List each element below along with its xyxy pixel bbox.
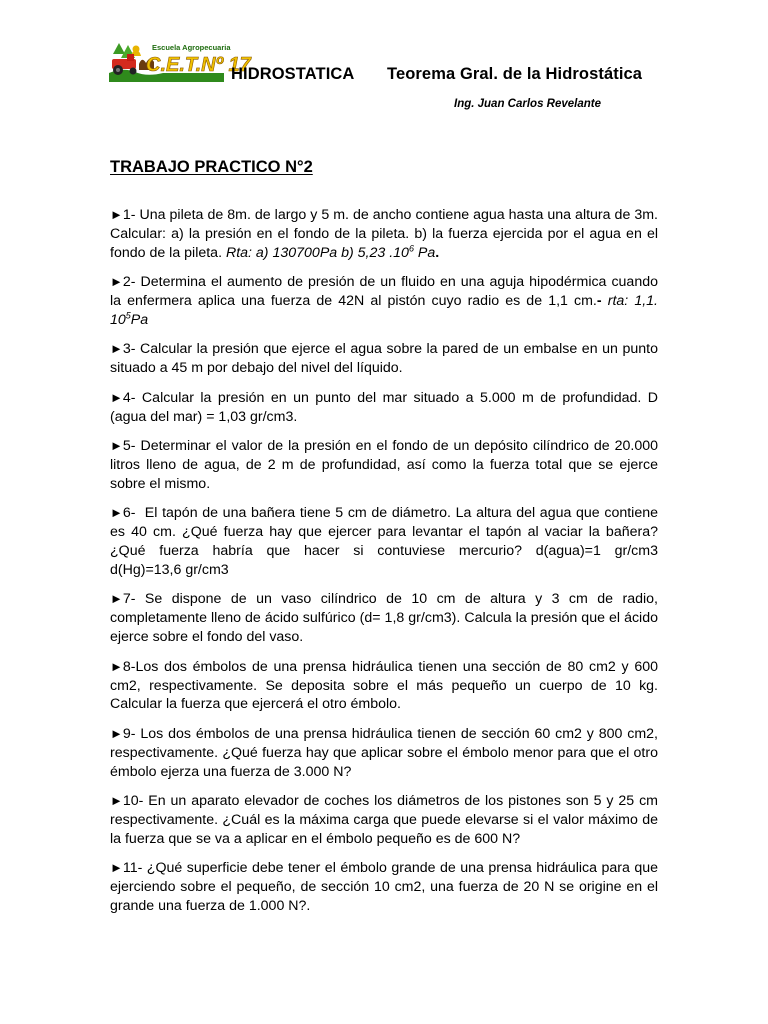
document-header bbox=[109, 40, 661, 90]
problem-item: ►2- Determina el aumento de presión de un fluido en una aguja hipodérmica cuando la enfermera aplica una fuerza de 42N al pistón cuyo radio es de 1,1 cm.- rta: 1,1. $10^5Pa$ bbox=[110, 274, 658, 329]
problem-item: ►1- Una pileta de 8m. de largo y 5 m. de ancho contiene agua hasta una altura de 3m. Calcular: a) la presión en el fondo de la pileta. b) la fuerza ejercida por el agua en el fondo de la pileta. Rta: a) 130700Pa b) 5,23 $.10^6$ Pa. bbox=[110, 207, 658, 261]
bullet-arrow-icon: ► bbox=[110, 591, 123, 607]
problem-text: 8-Los dos émbolos de una prensa hidráulica tienen una sección de 80 cm2 y 600 cm2, respectivamente. Se deposita sobre el más pequeño un cuerpo de 10 kg. Calcular la fuerza que ejercerá el otro émbolo. bbox=[110, 658, 658, 713]
problem-item bbox=[110, 792, 658, 849]
school-logo bbox=[109, 40, 251, 82]
problem-list bbox=[110, 206, 682, 927]
problem-answer: Rta: a) 130700Pa b) 5,23 $.10^6$ Pa bbox=[225, 243, 436, 261]
subject-title: HIDROSTATICA bbox=[231, 65, 355, 83]
problem-text: 11- ¿Qué superficie debe tener el émbolo grande de una prensa hidráulica para que ejerciendo sobre el pequeño, de sección 10 cm2, una fuerza de 20 N se origine en el grande una fuerza de 1.000 N?. bbox=[110, 860, 658, 915]
bullet-arrow-icon: ► bbox=[110, 389, 123, 405]
problem-text: 7- Se dispone de un vaso cilíndrico de 10 cm de altura y 3 cm de radio, completamente lleno de ácido sulfúrico (d= 1,8 gr/cm3). Calcula la presión que el ácido ejerce sobre el fondo del vaso. bbox=[110, 591, 658, 646]
topic-title: Teorema Gral. de la Hidrostática bbox=[387, 65, 643, 83]
bullet-arrow-icon: ► bbox=[110, 341, 123, 357]
problem-text: 2- Determina el aumento de presión de un fluido en una aguja hipodérmica cuando la enfermera aplica una fuerza de 42N al pistón cuyo radio es de 1,1 cm. bbox=[110, 274, 658, 310]
problem-text: 6- El tapón de una bañera tiene 5 cm de diámetro. La altura del agua que contiene es 40 cm. ¿Qué fuerza hay que ejercer para levantar el tapón al vaciar la bañera? ¿Qué fuerza habría que hacer si contuviese mercurio? d(agua)=1 gr/cm3 d(Hg)=13,6 gr/cm3 bbox=[110, 505, 682, 578]
problem-answer: rta: 1,1. $10^5Pa$ bbox=[110, 293, 658, 329]
problem-item bbox=[110, 340, 658, 378]
problem-item bbox=[110, 437, 658, 494]
problem-item bbox=[110, 590, 658, 647]
bullet-arrow-icon: ► bbox=[110, 793, 123, 809]
author-name: Ing. Juan Carlos Revelante bbox=[454, 98, 601, 110]
bullet-arrow-icon: ► bbox=[110, 438, 123, 454]
page-title: TRABAJO PRACTICO N°2 bbox=[110, 158, 313, 176]
logo-text-top: Escuela Agropecuaria bbox=[152, 43, 231, 52]
bullet-arrow-icon: ► bbox=[110, 207, 123, 222]
bullet-arrow-icon: ► bbox=[110, 505, 123, 521]
bullet-arrow-icon: ► bbox=[110, 725, 123, 741]
problem-item bbox=[110, 725, 658, 782]
problem-item bbox=[110, 658, 658, 715]
problem-item bbox=[110, 504, 682, 580]
problem-item bbox=[110, 859, 658, 916]
problem-text: 10- En un aparato elevador de coches los diámetros de los pistones son 5 y 25 cm respectivamente. ¿Cuál es la máxima carga que puede elevarse si el valor máximo de la fuerza que se va a aplicar en el émbolo pequeño es de 600 N? bbox=[110, 793, 658, 847]
problem-text: 5- Determinar el valor de la presión en el fondo de un depósito cilíndrico de 20.000 litros lleno de agua, de 2 m de profundidad, así como la fuerza total que se ejerce sobre el mismo. bbox=[110, 438, 658, 492]
bullet-arrow-icon: ► bbox=[110, 658, 123, 674]
problem-item bbox=[110, 389, 658, 427]
bullet-arrow-icon: ► bbox=[110, 274, 123, 290]
problem-text: 1- Una pileta de 8m. de largo y 5 m. de ancho contiene agua hasta una altura de 3m. Calcular: a) la presión en el fondo de la pileta. b) la fuerza ejercida por el agua en el fondo de la pileta. bbox=[110, 207, 658, 261]
problem-text: 4- Calcular la presión en un punto del mar situado a 5.000 m de profundidad. D (agua del mar) = 1,03 gr/cm3. bbox=[110, 389, 658, 425]
problem-text: 3- Calcular la presión que ejerce el agua sobre la pared de un embalse en un punto situado a 45 m por debajo del nivel del líquido. bbox=[110, 341, 658, 377]
problem-text: 9- Los dos émbolos de una prensa hidráulica tienen de sección 60 cm2 y 800 cm2, respectivamente. ¿Qué fuerza hay que aplicar sobre el émbolo menor para que el otro émbolo ejerza una fuerza de 3.000 N? bbox=[110, 725, 658, 780]
bullet-arrow-icon: ► bbox=[110, 860, 123, 876]
logo-text-main: C.E.T.Nº 17 bbox=[146, 54, 251, 76]
